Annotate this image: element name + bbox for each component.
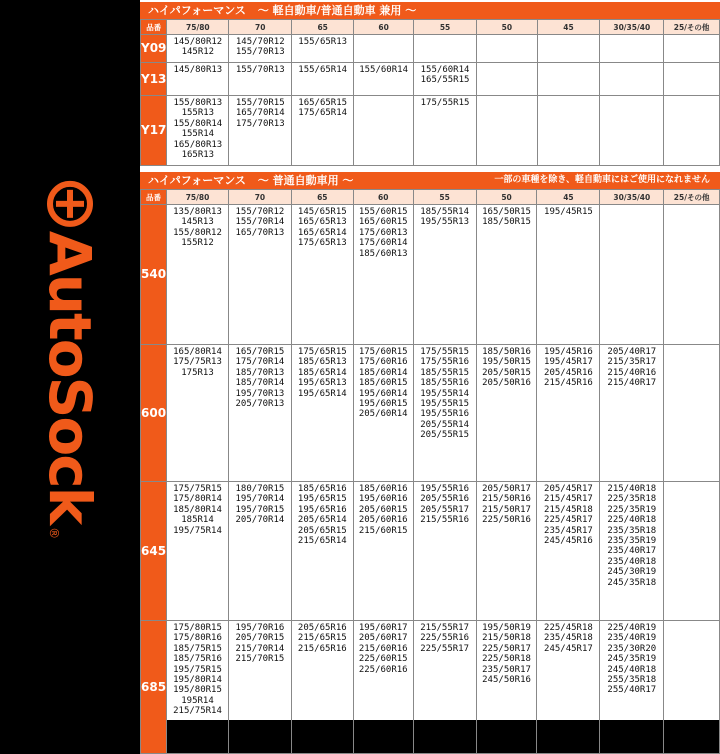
tire-size: 175/70R14 [235, 357, 285, 368]
tire-size: 175/55R15 [420, 98, 470, 108]
size-cell [413, 621, 476, 754]
size-cell [476, 96, 537, 166]
column-header: 70 [229, 20, 292, 35]
tire-size: 225/50R17 [482, 643, 531, 654]
tire-size: 215/60R16 [358, 643, 408, 654]
tire-size: 225/55R17 [420, 643, 470, 654]
tire-size: 255/35R18 [607, 675, 657, 686]
tire-size: 185/60R13 [358, 248, 408, 259]
size-cell [228, 482, 291, 621]
tire-size: 235/50R17 [482, 664, 531, 675]
size-cell [228, 621, 291, 754]
tire-size: 225/50R18 [482, 654, 531, 665]
tire-size: 155/70R13 [235, 65, 285, 75]
tire-size: 215/55R16 [420, 515, 470, 526]
section-title: ハイパフォーマンス [148, 174, 246, 187]
tire-size: 195/60R17 [358, 623, 408, 633]
size-cell [167, 621, 229, 754]
product-code: 645 [141, 482, 167, 621]
tire-size: 225/60R16 [358, 664, 408, 675]
tire-size: 225/35R19 [607, 504, 657, 515]
tire-size: 195/80R15 [173, 685, 222, 696]
tire-size: 215/40R16 [607, 367, 657, 378]
tire-size: 215/65R15 [297, 633, 347, 644]
tire-size: 215/60R15 [358, 525, 408, 536]
size-cell [228, 345, 291, 482]
section-subtitle: ～ 軽自動車/普通自動車 兼用 ～ [257, 4, 417, 17]
size-table-0 [140, 19, 720, 166]
size-cell [537, 205, 600, 345]
tire-size: 185/75R15 [173, 643, 222, 654]
size-cell [413, 205, 476, 345]
column-header: 品番 [141, 20, 167, 35]
tire-size: 195/70R16 [235, 623, 285, 633]
tire-size: 175/80R15 [173, 623, 222, 633]
size-cell [664, 621, 720, 754]
tire-size: 205/50R17 [482, 484, 531, 494]
tire-size: 165/65R13 [297, 217, 347, 228]
tire-size: 215/45R18 [544, 504, 593, 515]
tire-size: 205/60R14 [358, 409, 408, 420]
tire-size: 235/45R17 [544, 525, 593, 536]
tire-size: 165/65R15 [298, 98, 348, 108]
column-header: 30/35/40 [600, 190, 664, 205]
tire-size: 205/45R16 [544, 367, 593, 378]
tire-size: 185/55R16 [420, 378, 470, 389]
tire-size: 175/75R15 [173, 484, 222, 494]
tire-size: 195/45R15 [544, 207, 593, 217]
tire-size: 165/65R14 [297, 227, 347, 238]
tire-size: 215/40R18 [607, 484, 657, 494]
size-cell [167, 345, 229, 482]
tire-size: 215/65R16 [297, 643, 347, 654]
tire-size: 145/80R13 [173, 65, 223, 75]
tire-size: 175/65R14 [298, 108, 348, 119]
tire-size: 195/65R15 [297, 494, 347, 505]
size-cell [413, 345, 476, 482]
column-header: 25/その他 [664, 20, 720, 35]
tire-size: 245/45R17 [544, 643, 593, 654]
table-row [141, 482, 720, 621]
size-cell [414, 96, 477, 166]
tire-size: 185/60R14 [358, 367, 408, 378]
size-cell [292, 63, 354, 96]
tire-size: 215/50R17 [482, 504, 531, 515]
tire-size: 175/75R13 [173, 357, 222, 368]
tire-size: 185/60R15 [358, 378, 408, 389]
tire-size: 165R13 [181, 150, 215, 161]
tire-size: 205/65R15 [297, 525, 347, 536]
tire-size: 185/80R14 [173, 504, 222, 515]
tire-size: 235/40R19 [607, 633, 657, 644]
product-code: Y17 [141, 96, 167, 166]
size-cell [413, 482, 476, 621]
tire-size: 235/45R18 [544, 633, 593, 644]
tire-size: 205/55R16 [420, 494, 470, 505]
tire-size: 205/55R14 [420, 419, 470, 430]
size-cell [167, 96, 229, 166]
size-cell [228, 205, 291, 345]
tire-size: 225/35R18 [607, 494, 657, 505]
size-cell [600, 482, 664, 621]
column-header: 75/80 [167, 20, 229, 35]
table-row [141, 63, 720, 96]
size-cell [353, 205, 413, 345]
column-header: 60 [353, 190, 413, 205]
column-header: 50 [476, 190, 537, 205]
size-cell [476, 345, 537, 482]
size-cell [600, 63, 664, 96]
tire-size: 205/45R17 [544, 484, 593, 494]
tire-size: 185/70R13 [235, 367, 285, 378]
tire-size: 195/70R14 [235, 494, 285, 505]
tire-size: 215/40R17 [607, 378, 657, 389]
section-title: ハイパフォーマンス [148, 4, 246, 17]
autosock-logo [36, 181, 104, 540]
column-header: 45 [537, 20, 600, 35]
size-cell [476, 482, 537, 621]
size-cell [229, 63, 292, 96]
size-cell [537, 96, 600, 166]
tire-size: 175/60R14 [358, 238, 408, 249]
tire-size: 185/50R16 [482, 347, 531, 357]
tire-size: 135/80R13 [173, 207, 222, 217]
size-cell [600, 35, 664, 63]
tire-size: 185/65R16 [297, 484, 347, 494]
column-header: 65 [291, 190, 353, 205]
tire-size: 155/70R14 [235, 217, 285, 228]
tire-size: 245/30R19 [607, 567, 657, 578]
tire-size: 225/60R15 [358, 654, 408, 665]
tire-size: 205/55R17 [420, 504, 470, 515]
size-cell [291, 621, 353, 754]
tire-size: 155R12 [181, 238, 214, 249]
tire-size: 215/50R18 [482, 633, 531, 644]
tire-size: 165/70R14 [235, 108, 285, 119]
tire-size: 195/55R15 [420, 399, 470, 410]
tire-size: 155/80R13 [173, 98, 223, 108]
tire-size: 225/45R18 [544, 623, 593, 633]
tire-size: 195/55R16 [420, 484, 470, 494]
tire-size: 215/70R14 [235, 643, 285, 654]
tire-size: 155/65R13 [298, 37, 348, 47]
size-cell [354, 96, 414, 166]
tire-size: 145R13 [181, 217, 214, 228]
header-row [141, 190, 720, 205]
size-cell [537, 345, 600, 482]
tire-size: 195/60R16 [358, 494, 408, 505]
tire-size: 185/50R15 [482, 217, 531, 228]
tire-size: 145R12 [181, 47, 215, 58]
size-cell [167, 205, 229, 345]
column-header: 70 [228, 190, 291, 205]
tire-size: 185R14 [181, 515, 214, 526]
size-cell [229, 35, 292, 63]
tire-size: 185/70R14 [235, 378, 285, 389]
tire-size: 235/30R20 [607, 643, 657, 654]
column-header: 品番 [141, 190, 167, 205]
table-row [141, 35, 720, 63]
logo-crosshair-icon [47, 181, 93, 227]
tire-size: 155/80R12 [173, 227, 222, 238]
tire-size: 195/70R13 [235, 388, 285, 399]
tire-size: 175/65R15 [297, 347, 347, 357]
tire-size: 165/70R15 [235, 347, 285, 357]
tire-size: 205/55R15 [420, 430, 470, 441]
tire-size: 185/65R14 [297, 367, 347, 378]
size-cell [537, 482, 600, 621]
size-chart [140, 0, 720, 720]
size-cell [414, 35, 477, 63]
tire-size: 225/45R17 [544, 515, 593, 526]
tire-size: 175/65R13 [297, 238, 347, 249]
size-cell [353, 345, 413, 482]
size-cell [167, 63, 229, 96]
tire-size: 175/60R16 [358, 357, 408, 368]
column-header: 55 [413, 190, 476, 205]
section-banner-0 [140, 2, 720, 19]
tire-size: 175/80R16 [173, 633, 222, 644]
tire-size: 195/75R14 [173, 525, 222, 536]
tire-size: 195/65R13 [297, 378, 347, 389]
tire-size: 195/80R14 [173, 675, 222, 686]
table-row [141, 621, 720, 754]
tire-size: 175/55R15 [420, 347, 470, 357]
tire-size: 155/60R15 [358, 207, 408, 217]
tire-size: 145/80R12 [173, 37, 223, 47]
tire-size: 245/45R16 [544, 536, 593, 547]
tire-size: 205/40R17 [607, 347, 657, 357]
tire-size: 195/50R19 [482, 623, 531, 633]
size-cell [291, 482, 353, 621]
size-cell [664, 35, 720, 63]
tire-size: 205/60R16 [358, 515, 408, 526]
tire-size: 185/55R15 [420, 367, 470, 378]
size-cell [167, 482, 229, 621]
tire-size: 225/50R16 [482, 515, 531, 526]
tire-size: 205/65R14 [297, 515, 347, 526]
tire-size: 195/45R16 [544, 347, 593, 357]
tire-size: 205/65R16 [297, 623, 347, 633]
tire-size: 165/50R15 [482, 207, 531, 217]
tire-size: 215/35R17 [607, 357, 657, 368]
size-cell [664, 345, 720, 482]
size-cell [229, 96, 292, 166]
tire-size: 195/45R17 [544, 357, 593, 368]
tire-size: 195/50R15 [482, 357, 531, 368]
column-header: 45 [537, 190, 600, 205]
size-cell [600, 205, 664, 345]
tire-size: 195/60R15 [358, 399, 408, 410]
size-cell [600, 345, 664, 482]
column-header: 75/80 [167, 190, 229, 205]
tire-size: 215/70R15 [235, 654, 285, 665]
tire-size: 205/70R15 [235, 633, 285, 644]
tire-size: 205/70R14 [235, 515, 285, 526]
tire-size: 155R14 [181, 129, 215, 140]
tire-size: 155R13 [181, 108, 215, 119]
tire-size: 195/55R14 [420, 388, 470, 399]
product-code: 600 [141, 345, 167, 482]
tire-size: 195/75R15 [173, 664, 222, 675]
tire-size: 235/35R19 [607, 536, 657, 547]
tire-size: 205/60R15 [358, 504, 408, 515]
column-header: 25/その他 [664, 190, 720, 205]
tire-size: 175/60R13 [358, 227, 408, 238]
tire-size: 245/40R18 [607, 664, 657, 675]
tire-size: 175/80R14 [173, 494, 222, 505]
column-header: 50 [476, 20, 537, 35]
size-cell [414, 63, 477, 96]
tire-size: 195R14 [181, 695, 214, 706]
tire-size: 225/55R16 [420, 633, 470, 644]
tire-size: 185/60R16 [358, 484, 408, 494]
size-cell [476, 621, 537, 754]
tire-size: 165/70R13 [235, 227, 285, 238]
tire-size: 235/40R17 [607, 546, 657, 557]
size-cell [537, 35, 600, 63]
tire-size: 215/45R16 [544, 378, 593, 389]
tire-size: 155/70R13 [235, 47, 285, 58]
tire-size: 195/65R16 [297, 504, 347, 515]
size-cell [167, 35, 229, 63]
tire-size: 205/60R17 [358, 633, 408, 644]
tire-size: 215/65R14 [297, 536, 347, 547]
sidebar [0, 0, 140, 720]
size-cell [291, 205, 353, 345]
column-header: 60 [354, 20, 414, 35]
section-subtitle: ～ 普通自動車用 ～ [257, 174, 354, 187]
size-cell [291, 345, 353, 482]
tire-size: 195/65R14 [297, 388, 347, 399]
tire-size: 205/50R15 [482, 367, 531, 378]
product-code: 685 [141, 621, 167, 754]
tire-size: 185/65R13 [297, 357, 347, 368]
tire-size: 195/55R13 [420, 217, 470, 228]
tire-size: 155/60R14 [420, 65, 470, 75]
size-cell [476, 63, 537, 96]
tire-size: 245/35R19 [607, 654, 657, 665]
tire-size: 145/65R15 [297, 207, 347, 217]
tire-size: 225/40R18 [607, 515, 657, 526]
size-table-1 [140, 189, 720, 754]
column-header: 30/35/40 [600, 20, 664, 35]
tire-size: 235/40R18 [607, 556, 657, 567]
size-cell [353, 482, 413, 621]
tire-size: 195/60R14 [358, 388, 408, 399]
table-row [141, 205, 720, 345]
tire-size: 215/55R17 [420, 623, 470, 633]
size-cell [354, 63, 414, 96]
size-cell [664, 482, 720, 621]
column-header: 65 [292, 20, 354, 35]
tire-size: 185/75R16 [173, 654, 222, 665]
column-header: 55 [414, 20, 477, 35]
tire-size: 205/50R16 [482, 378, 531, 389]
tire-size: 245/35R18 [607, 577, 657, 588]
size-cell [476, 35, 537, 63]
section-note: 一部の車種を除き、軽自動車にはご使用になれません [494, 175, 710, 185]
product-code: Y09 [141, 35, 167, 63]
tire-size: 185/55R14 [420, 207, 470, 217]
size-cell [353, 621, 413, 754]
tire-size: 245/50R16 [482, 675, 531, 686]
registered-mark: ® [47, 527, 61, 540]
tire-size: 215/50R16 [482, 494, 531, 505]
section-banner-1 [140, 172, 720, 189]
tire-size: 215/45R17 [544, 494, 593, 505]
size-cell [664, 96, 720, 166]
tire-size: 165/60R15 [358, 217, 408, 228]
size-cell [292, 96, 354, 166]
size-cell [600, 96, 664, 166]
tire-size: 195/70R15 [235, 504, 285, 515]
size-cell [537, 63, 600, 96]
table-row [141, 345, 720, 482]
tire-size: 155/80R14 [173, 118, 223, 129]
tire-size: 175R13 [181, 367, 214, 378]
tire-size: 165/80R14 [173, 347, 222, 357]
table-row [141, 96, 720, 166]
header-row [141, 20, 720, 35]
tire-size: 155/70R12 [235, 207, 285, 217]
tire-size: 175/70R13 [235, 118, 285, 129]
product-code: Y13 [141, 63, 167, 96]
tire-size: 155/65R14 [298, 65, 348, 75]
tire-size: 195/55R16 [420, 409, 470, 420]
tire-size: 225/40R19 [607, 623, 657, 633]
tire-size: 165/55R15 [420, 75, 470, 86]
size-cell [664, 63, 720, 96]
tire-size: 205/70R13 [235, 399, 285, 410]
tire-size: 235/35R18 [607, 525, 657, 536]
size-cell [292, 35, 354, 63]
size-cell [537, 621, 600, 754]
tire-size: 155/60R14 [359, 65, 408, 75]
tire-size: 165/80R13 [173, 139, 223, 150]
tire-size: 155/70R15 [235, 98, 285, 108]
size-cell [354, 35, 414, 63]
tire-size: 180/70R15 [235, 484, 285, 494]
tire-size: 175/60R15 [358, 347, 408, 357]
size-cell [664, 205, 720, 345]
logo-text: AutoSock [36, 230, 104, 524]
tire-size: 175/55R16 [420, 357, 470, 368]
size-cell [476, 205, 537, 345]
tire-size: 215/75R14 [173, 706, 222, 717]
tire-size: 145/70R12 [235, 37, 285, 47]
product-code: 540 [141, 205, 167, 345]
size-cell [600, 621, 664, 754]
tire-size: 255/40R17 [607, 685, 657, 696]
